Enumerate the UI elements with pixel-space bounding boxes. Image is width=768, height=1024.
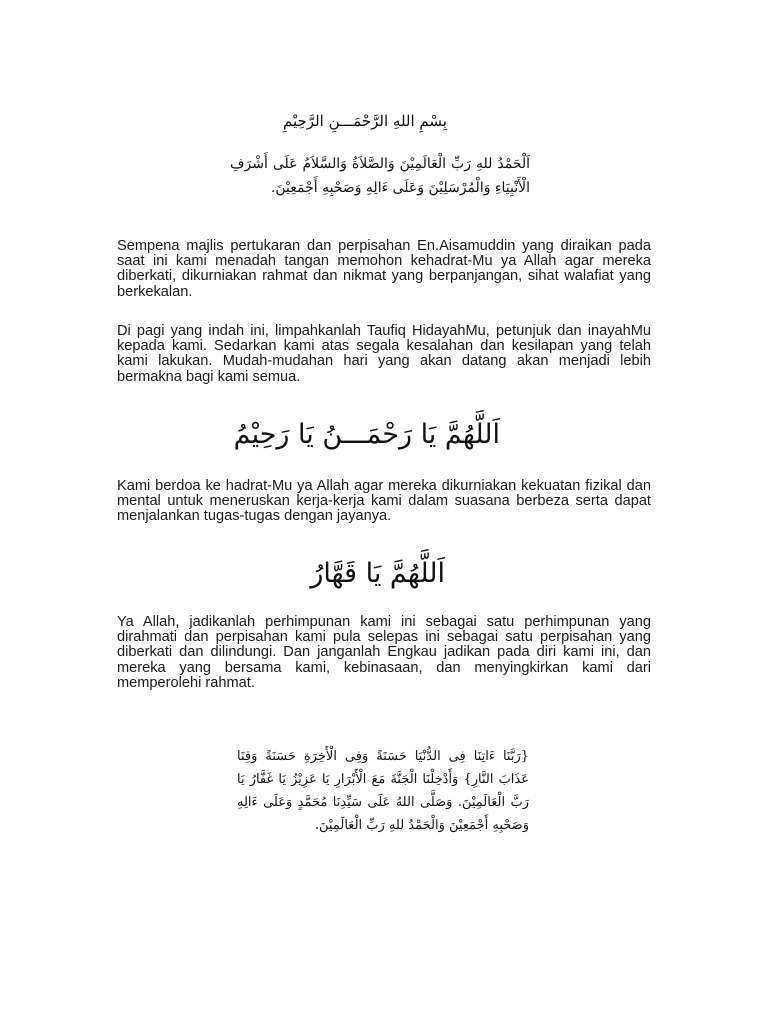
opening-prayer: اَلْحَمْدُ للهِ رَبِّ الْعَالَمِيْنَ وَالصَّلاَةُ وَالسَّلاَمُ عَلَى أَشْرَفِ الْأَنْبِيَاءِ وَالْمُرْسَلِيْنَ وَعَلَى ءَالِهِ وَصَحْبِهِ أَجْمَعِيْنَ.	[230, 156, 530, 196]
paragraph-gathering-blessing: Ya Allah, jadikanlah perhimpunan kami ini sebagai satu perhimpunan yang dirahmati dan perpisahan kami pula selepas ini sebagai satu perpisahan yang diberkati dan dilindungi. Dan janganlah Engkau jadikan pada diri kami ini, dan mereka yang bersama kami, kebinasaan, dan menyingkirkan kami dari memperolehi rahmat.	[117, 614, 651, 691]
paragraph-morning-supplication: Di pagi yang indah ini, limpahkanlah Taufiq HidayahMu, petunjuk dan inayahMu kepada kami. Sedarkan kami atas segala kesalahan dan kesilapan yang telah kami lakukan. Mudah-mudahan hari yang akan datang akan menjadi lebih bermakna bagi kami semua.	[117, 323, 651, 385]
closing-prayer: {رَبَّنَا ءَاتِنَا فِى الدُّنْيَا حَسَنَةً وَفِى الْأَخِرَةِ حَسَنَةً وَقِنَا عَذَابَ النَّارِ} وَأَدْخِلْنَا الْجَنَّةَ مَعَ الْأَبْرَارِ يَا عَزِيْزُ يَا غَفَّارُ يَا رَبَّ الْعَالَمِيْنَ. وَصَلَّى اللهُ عَلَى سَيِّدِنَا مُحَمَّدٍ وَعَلَى ءَالِهِ وَصَحْبِهِ أَجْمَعِيْنَ وَالْحَمْدُ للهِ رَبِّ الْعَالَمِيْنَ.	[237, 749, 529, 833]
basmala-heading: بِسْمِ اللهِ الرَّحْمَـــنِ الرَّحِيْمِ	[283, 112, 447, 130]
invocation-ya-qahhar: اَللَّهُمَّ يَا قَهَّارُ	[310, 558, 445, 589]
paragraph-farewell-occasion: Sempena majlis pertukaran dan perpisahan En.Aisamuddin yang diraikan pada saat ini kami menadah tangan memohon kehadrat-Mu ya Allah agar mereka diberkati, dikurniakan rahmat dan nikmat yang berpanjangan, sihat walafiat yang berkekalan.	[117, 238, 651, 300]
invocation-ya-rahman: اَللَّهُمَّ يَا رَحْمَـــنُ يَا رَحِيْمُ	[233, 419, 500, 450]
paragraph-strength-supplication: Kami berdoa ke hadrat-Mu ya Allah agar mereka dikurniakan kekuatan fizikal dan mental untuk meneruskan kerja-kerja kami dalam suasana berbeza serta dapat menjalankan tugas-tugas dengan jayanya.	[117, 478, 651, 525]
